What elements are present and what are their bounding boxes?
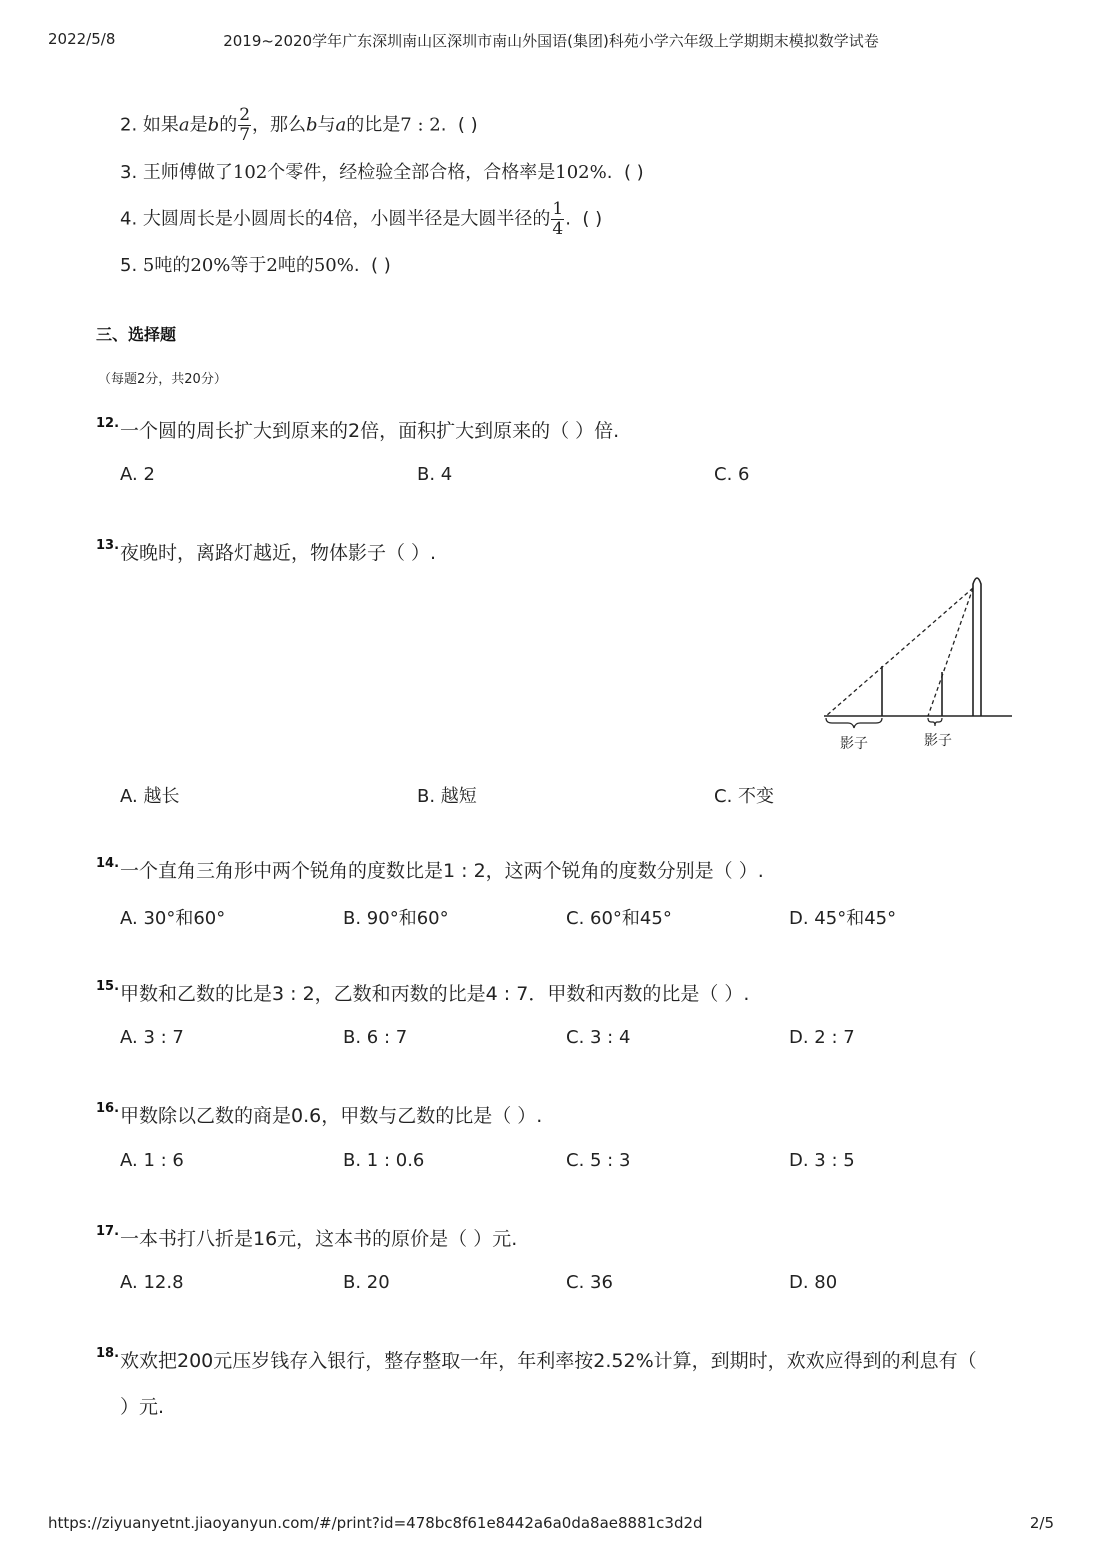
- shadow-brace-far: [826, 718, 882, 728]
- option-c: C. 5 : 3: [566, 1150, 631, 1171]
- text: 是: [189, 114, 208, 136]
- fraction-numerator: 2: [239, 105, 251, 125]
- shadow-brace-near: [928, 718, 942, 726]
- number: 2: [266, 255, 278, 276]
- text: .: [565, 208, 571, 230]
- option-c: C. 3 : 4: [566, 1027, 631, 1048]
- option-d: D. 2 : 7: [789, 1027, 855, 1048]
- option-d: D. 45°和45°: [789, 908, 897, 929]
- option-b: B. 1 : 0.6: [343, 1150, 425, 1171]
- question-text: 甲数除以乙数的商是0.6，甲数与乙数的比是（ ）.: [120, 1105, 543, 1127]
- text: 大圆周长是小圆周长的: [142, 208, 323, 230]
- item-label: 5.: [120, 255, 138, 276]
- var-a: a: [335, 114, 347, 136]
- number: 5: [142, 255, 155, 276]
- lamp-post: [973, 578, 981, 716]
- item-label: 4.: [120, 208, 138, 230]
- number: 50%: [313, 255, 354, 276]
- option-c: C. 60°和45°: [566, 908, 672, 929]
- question-number: 17.: [96, 1224, 120, 1239]
- question-text: 一个直角三角形中两个锐角的度数比是1 : 2，这两个锐角的度数分别是（ ）.: [120, 860, 764, 882]
- option-a: A. 1 : 6: [120, 1150, 184, 1171]
- var-a: a: [178, 114, 190, 136]
- question-number: 14.: [96, 856, 120, 871]
- print-url: https://ziyuanyetnt.jiaoyanyun.com/#/print?id=478bc8f61e8442a6a0da8ae8881c3d2d: [48, 1514, 703, 1532]
- text: 倍，小圆半径是大圆半径的: [334, 208, 551, 230]
- number: 102: [232, 162, 268, 183]
- option-c: C. 36: [566, 1272, 613, 1293]
- answer-blank: ( ): [623, 162, 644, 183]
- text: .: [440, 114, 447, 136]
- question-number: 18.: [96, 1346, 120, 1361]
- option-b: B. 90°和60°: [343, 908, 449, 929]
- ratio: 7 : 2: [400, 114, 441, 136]
- text: 的: [219, 114, 238, 136]
- question-number: 12.: [96, 416, 120, 431]
- fraction-numerator: 1: [552, 199, 564, 219]
- judgement-item-3: [120, 161, 644, 185]
- text: 吨的: [277, 255, 314, 276]
- option-b: B. 20: [343, 1272, 390, 1293]
- fraction: [551, 200, 564, 239]
- question-text: 一本书打八折是16元，这本书的原价是（ ）元.: [120, 1228, 518, 1250]
- figure-drawing: [820, 572, 1020, 754]
- option-c: C. 不变: [714, 786, 775, 807]
- text: 如果: [142, 114, 179, 136]
- option-a: A. 2: [120, 464, 155, 485]
- question-text: 甲数和乙数的比是3 : 2，乙数和丙数的比是4 : 7．甲数和丙数的比是（ ）.: [120, 983, 750, 1005]
- page-number: 2/5: [1029, 1514, 1054, 1532]
- judgement-item-4: [120, 200, 602, 239]
- text: .: [606, 162, 613, 183]
- print-date: 2022/5/8: [48, 30, 116, 48]
- answer-blank: ( ): [582, 208, 603, 230]
- answer-blank: ( ): [457, 114, 478, 136]
- streetlight-shadow-figure: [820, 572, 1020, 754]
- number: 4: [322, 208, 335, 230]
- question-text: 夜晚时，离路灯越近，物体影子（ ）.: [120, 542, 437, 564]
- option-a: A. 3 : 7: [120, 1027, 184, 1048]
- question-text-continued: ）元.: [120, 1396, 165, 1418]
- answer-blank: ( ): [371, 255, 391, 276]
- print-title: 2019~2020学年广东深圳南山区深圳市南山外国语(集团)科苑小学六年级上学期期末模拟数学试卷: [223, 32, 879, 50]
- question-number: 16.: [96, 1101, 120, 1116]
- question-text: 一个圆的周长扩大到原来的2倍，面积扩大到原来的（ ）倍.: [120, 420, 620, 442]
- text: ，那么: [252, 114, 307, 136]
- section-note: （每题2分，共20分）: [98, 372, 227, 387]
- text: .: [353, 255, 360, 276]
- text: 王师傅做了: [142, 162, 233, 183]
- text: 个零件，经检验全部合格，合格率是: [267, 162, 556, 183]
- text: 吨的: [154, 255, 191, 276]
- text: 等于: [230, 255, 267, 276]
- judgement-item-5: [120, 254, 391, 278]
- shadow-label-near: 影子: [924, 733, 952, 749]
- shadow-label-far: 影子: [840, 736, 868, 752]
- option-a: A. 30°和60°: [120, 908, 226, 929]
- judgement-item-2: [120, 106, 478, 145]
- item-label: 3.: [120, 162, 138, 183]
- fraction-denominator: 7: [239, 125, 251, 145]
- question-text: 欢欢把200元压岁钱存入银行，整存整取一年，年利率按2.52%计算，到期时，欢欢应得到的利息有（: [120, 1350, 977, 1372]
- option-c: C. 6: [714, 464, 750, 485]
- section-title: 三、选择题: [96, 325, 177, 344]
- option-b: B. 6 : 7: [343, 1027, 408, 1048]
- var-b: b: [207, 114, 220, 136]
- number: 102%: [555, 162, 607, 183]
- option-d: D. 3 : 5: [789, 1150, 855, 1171]
- question-number: 15.: [96, 979, 120, 994]
- fraction: [238, 106, 251, 145]
- option-d: D. 80: [789, 1272, 838, 1293]
- fraction-denominator: 4: [552, 219, 564, 239]
- number: 20%: [190, 255, 231, 276]
- var-b: b: [306, 114, 318, 136]
- option-b: B. 4: [417, 464, 453, 485]
- light-ray-far: [826, 588, 973, 716]
- item-label: 2.: [120, 114, 138, 136]
- option-b: B. 越短: [417, 786, 477, 807]
- text: 的比是: [346, 114, 401, 136]
- option-a: A. 越长: [120, 786, 180, 807]
- option-a: A. 12.8: [120, 1272, 184, 1293]
- text: 与: [317, 114, 336, 136]
- question-number: 13.: [96, 538, 120, 553]
